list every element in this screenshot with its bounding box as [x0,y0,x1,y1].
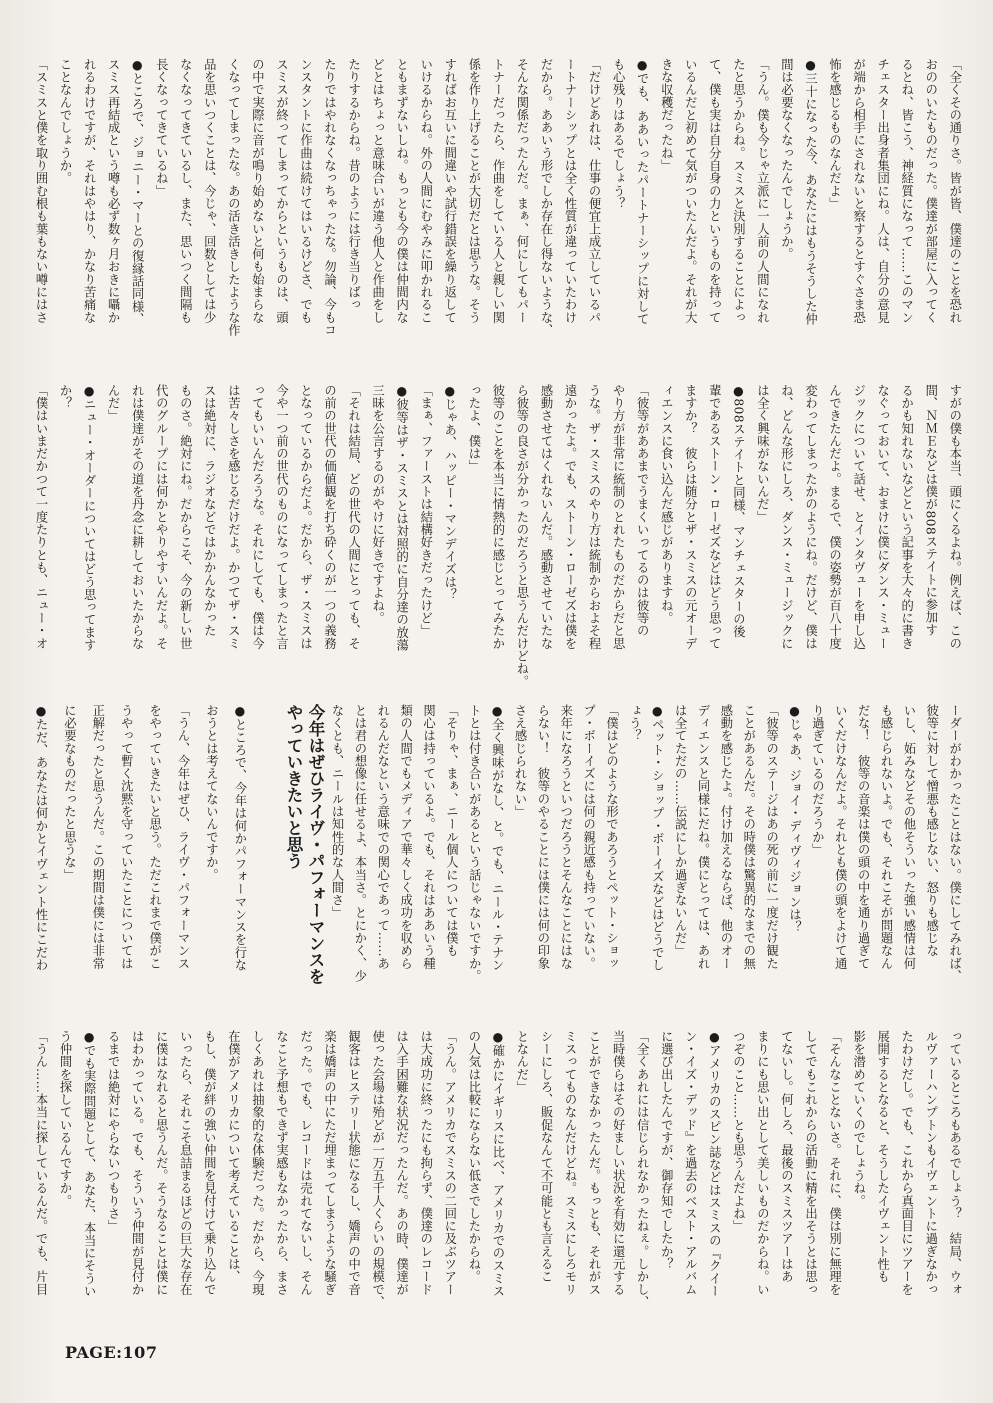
text-column: たわけだし。でも、これから真面目にツアーを [899,1030,914,1296]
text-column: だった。でも、レコードは売れてないし、そん [298,1030,313,1296]
text-column: ●でも実際問題として、あなた、本当にそうい [82,1030,97,1298]
text-column: 長くなってきているね」 [154,58,169,198]
text-column: れるんだなという意味での関心であって……あ [375,704,390,970]
text-column: ルヴァーハンプトンもイヴェントに過ぎなかっ [923,1030,938,1296]
text-column: ディエンスと同様にだね。僕にとっては、あれ [696,704,710,970]
section-heading-line-2: やっていきたいと思う [284,704,303,869]
text-column: 「僕はどのような形であろうとペット・ショッ [604,704,619,970]
text-column: つぞのこと……とも思うんだよね」 [731,1030,746,1233]
text-column: らない！ 彼等のやることには僕には何の印象 [535,704,550,970]
text-column: るまでは絶対にやらないつもりさ」 [106,1030,121,1233]
text-column: ートナーシップとは全く性質が違っていたわけ [563,58,578,324]
text-column: スミス再結成という噂も必ず数ヶ月おきに囁か [106,58,121,324]
text-column: すがの僕も本当、頭にくるよね。例えば、この [947,384,962,650]
text-column: 「うん……本当に探しているんだ。でも、片目 [34,1030,48,1296]
text-column: どとはちょっと意味合いが違う他人と作曲をし [370,58,385,324]
text-column: やり方が非常に統制のとれたものだからだと思 [611,384,626,650]
text-column: とは君の想像に任せるよ、本当さ。とにかく、少 [352,704,367,983]
text-column: ●でも、ああいったパートナーシップに対して [635,58,650,326]
text-column: んだ」 [106,384,121,422]
text-column: ミスってものなんだけどね。スミスにしろモリ [563,1030,578,1296]
text-column: スミスが終ってしまってからというものは、頭 [274,58,289,324]
text-column: チェスター出身者集団にね。人は、自分の意見 [875,58,890,324]
text-column: ことができなかったんだ。もっとも、それがス [587,1030,602,1296]
text-column: ことがあるんだ。その時僕は驚異的なまでの無 [741,704,756,970]
text-column: おののいたものだった。僕達が部屋に入ってく [923,58,938,324]
text-column: が端から相手にされないと察するとすぐさま恐 [851,58,866,324]
text-column: ンスタントに作曲は続けてはいるけどさ、でも [298,58,313,324]
text-column: プ・ボーイズには何の親近感も持っていない。 [581,704,596,970]
text-column: 遠かったよ。でも、ストーン・ローゼズは僕を [563,384,578,650]
text-column: 怖を感じるものなんだよ」 [827,58,842,210]
text-column: くなってしまったな。あの活き活きしたような作 [226,58,241,337]
text-column: 「うん。僕も今じゃ立派に一人前の人間になれ [755,58,770,324]
text-block-top [30,58,965,368]
text-column: ら彼等の良さが分かったのだろうと思うんだけどね。 [514,384,529,688]
text-column: の中で実際に音が鳴り始めないと何も始まらな [250,58,265,324]
text-column: だから。ああいう形でしか存在し得ないような、 [538,58,553,337]
text-column: ことなんでしょうか。 [58,58,73,185]
text-column: 関心は持っているよ。でも、それはああいう種 [421,704,436,970]
text-column: ●808ステイトと同様、マンチェスターの後 [731,384,746,638]
text-column: 類の人間でもメディアで華々しく成功を収めら [398,704,413,970]
text-column: おうとは考えてないんですか。 [204,704,219,882]
text-column: ●ニュー・オーダーについてはどう思ってます [82,384,97,652]
text-column: ●ただ、あなたは何かとイヴェント性にこだわ [34,704,48,972]
text-block-lower-middle-right [326,704,965,1008]
text-column: シーにしろ、販促なんて不可能とも言えるこ [538,1030,553,1283]
text-column: 「彼等がああまでうまくいってるのは彼等の [635,384,650,637]
section-heading-line-1: 今年はぜひライヴ・パフォーマンスを [306,704,325,985]
text-column: 今や一つ前の世代のものになってしまったと言 [274,384,289,650]
text-column: て、僕も実は自分自身の力というものを持って [707,58,722,324]
text-column: れるわけですが、それはやはり、かなり苦痛な [82,58,97,324]
text-column: をやっていきたいと思う。ただこれまで僕がこ [147,704,162,970]
text-column: 三昧を公言するのがやけに好きですよね。 [370,384,385,625]
text-block-lower-middle-left [30,704,250,1008]
text-column: ●三十になった今、あなたにはもうそうした仲 [803,58,818,326]
text-column: 来年になろうといつだろうとそんなことにはな [558,704,573,970]
text-column: たりするからね。昔のようには行き当りばっ [346,58,361,311]
text-column: 当時僕らはその好ましい状況を有効に還元する [611,1030,626,1296]
text-column: うな。ザ・スミスのやり方は統制からおよそ程 [587,384,602,650]
text-column: 観客はヒステリー状態になるし、嬌声の中で音 [346,1030,361,1296]
text-column: は全てただの……伝説にしか過ぎないんだ」 [673,704,688,957]
text-column: は入手困難な状況だったんだ。あの時、僕達が [394,1030,409,1296]
text-column: トとは付き合いがあるという話じゃないですか。 [467,704,482,983]
text-column: 「僕はいまだかつて一度たりとも、ニュー・オ [34,384,48,650]
text-column: ●全く興味がなし、と。でも、ニール・テナン [490,704,505,972]
text-column: なくなってきているし、また、思いつく間隔も [178,58,193,324]
text-column: ね、どんな形にしろ、ダンス・ミュージックに [779,384,794,650]
text-column: ●ところで、今年は何かパフォーマンスを行な [232,704,247,972]
text-column: スは絶対に、ラジオなどではかかんなかった [202,384,217,637]
text-column: 間は必要なくなったんでしょうか。 [779,58,794,261]
text-column: も心残りはあるでしょう？ [611,58,626,210]
text-column: は全く興味がないんだ」 [755,384,770,524]
text-column: 輩であるストーン・ローゼズなどはどう思って [707,384,722,650]
text-column: 「そんなことないさ。それに、僕は別に無理を [827,1030,842,1296]
text-column: 正解だったと思うんだ。この期間は僕には非常 [90,704,105,970]
text-column: なぐっておいて、おまけに僕にダンス・ミュー [875,384,890,650]
page-number: PAGE:107 [65,1343,158,1362]
text-block-bottom [30,1030,965,1330]
text-column: してでもこれからの活動に精を出そうとは思っ [803,1030,818,1296]
text-column: 「彼等のステージはあの死の前に一度だけ観た [764,704,779,970]
text-column: たと思うからね。スミスと決別することによっ [731,58,746,324]
text-column: ●じゃあ、ハッピー・マンデイズは？ [442,384,457,601]
text-column: いし、妬みなどその他そういった強い感情は何 [901,704,916,970]
text-column: 「うん、今年はぜひ、ライヴ・パフォーマンス [176,704,191,970]
text-column: か？ [58,384,73,410]
text-column: 「全くあれには信じられなかったねぇ。しかし、 [635,1030,650,1309]
text-column: に僕はなれると思うんだ。そうなることは僕に [154,1030,169,1296]
text-column: そんな関係だったんだ。まぁ、何にしてもパー [514,58,529,324]
text-column: の人気は比較にならない低さでしたからね。 [466,1030,481,1283]
text-column: 品を思いつくことは、今じゃ、回数としては少 [202,58,217,324]
text-column: だな！ 彼等の音楽は僕の頭の中を通り過ぎて [856,704,871,970]
section-heading [281,704,326,1008]
text-column: う仲間を探しているんですか。 [58,1030,73,1208]
text-column: 「だけどあれは、仕事の便宜上成立しているパ [587,58,602,324]
text-column: 「そりゃ、まぁ、ニール個人については僕も [444,704,459,957]
text-column: り過ぎているのだろうか」 [810,704,825,856]
text-column: 在僕がアメリカについて考えていることは、 [226,1030,241,1283]
text-column: ますか？ 彼らは随分とザ・スミスの元オーデ [683,384,698,650]
text-block-lower-middle [30,704,965,1008]
text-column: ったよ、僕は」 [466,384,481,473]
text-column: 「スミスと僕を取り囲む根も葉もない噂にはさ [34,58,48,324]
text-column: は大成功に終ったにも拘らず、僕達のレコード [418,1030,433,1296]
text-column: ものさ。絶対にね。だからこそ、今の新しい世 [178,384,193,650]
text-column: さえ感じられない」 [513,704,527,818]
text-column: 代のグループには何かとやりやすいんだよ。そ [154,384,169,650]
text-column: ィエンスに食い込んだ感じがありますね。 [659,384,674,625]
text-column: 使った会場は殆どが一万五千人くらいの規模で、 [370,1030,385,1309]
text-column: 感動を感じたよ。付け加えるならば、他のオー [718,704,733,970]
text-column: ともまずないしね。もっとも今の僕は仲間内な [394,58,409,324]
text-column: ってもいいんだろうな。それにしても、僕は今 [250,384,265,650]
text-column: ジックについて話せ、とインタヴューを申し込 [851,384,866,650]
text-column: 「うん。アメリカでスミスの二回に及ぶツアー [442,1030,457,1296]
text-column: の前の世代の価値観を打ち砕くのが一つの義務 [322,384,337,650]
text-column: に選び出したんですが、御存知でしたか？ [659,1030,674,1271]
text-column: っているところもあるでしょう？ 結局、ウォ [947,1030,962,1296]
text-column: てないし。何しろ、最後のスミスツアーはあ [779,1030,794,1283]
text-column: 係を作り上げることが大切だとは思うな。そう [466,58,481,324]
text-column: ●ペット・ショップ・ボーイズなどはどうでし [650,704,665,972]
text-column: 間、ＮＭＥなどは僕が808ステイトに参加す [923,384,938,637]
text-column: となっているからだよ。だから、ザ・スミスは [298,384,313,650]
text-column: 「それは結局、どの世代の人間にとっても、そ [346,384,361,650]
text-column: 楽は嬌声の中にただ埋まってしまうような騒ぎ [322,1030,337,1296]
text-column: トナーだったら、作曲をしている人と親しい関 [490,58,505,324]
text-column: ●ところで、ジョニー・マーとの復縁話同様、 [130,58,145,326]
text-column: すればお互いに間違いや試行錯誤を繰り返して [442,58,457,324]
text-column: 「まぁ、ファーストは結構好きだったけど」 [418,384,433,637]
text-column: ●彼等はザ・スミスとは対照的に自分達の放蕩 [394,384,409,652]
text-column: 展開するとなると、そうしたイヴェント性も [875,1030,890,1283]
text-column: たりではやれなくなっちゃったな。勿論、今もコ [322,58,337,337]
text-block-upper-middle [30,384,965,696]
text-column: 彼等に対して憎悪も感じない、怒りも感じな [924,704,939,957]
text-column: に必要なものだったと思うな」 [62,704,77,882]
text-column: 影を潜めていくのでしょうね。 [851,1030,866,1208]
text-column: ーダーがわかったことはない。僕にしてみれば、 [947,704,962,983]
text-column: ●じゃあ、ジョイ・ディヴィジョンは？ [787,704,802,934]
text-column: いけるからね。外の人間にむやみに叩かれるこ [418,58,433,324]
text-column: まりにも思い出として美しいものだからね。い [755,1030,770,1296]
text-column: ン・イズ・デッド』を過去のベスト・アルバム [683,1030,698,1296]
text-column: れは僕達がその道を丹念に耕しておいたからな [130,384,145,650]
text-column: きな収穫だったね」 [659,58,674,172]
text-column: いるんだと初めて気がついたんだよ。それが大 [683,58,698,324]
text-column: んできたんだよ。まるで、僕の姿勢が百八十度 [827,384,842,650]
text-column: は苦々しさを感じるだけだよ。かつてザ・スミ [226,384,241,650]
text-column: もし、僕が絆の強い仲間を見付けて乗り込んで [202,1030,217,1296]
text-column: なこと予想もできず実感もなかったから、まさ [274,1030,289,1296]
text-column: も感じられないよ。でも、それこそが問題なん [879,704,893,970]
text-column: 彼等のことを本当に情熱的に感じとってみたか [490,384,505,650]
text-column: となんだ」 [514,1030,529,1094]
text-column: 感動させてはくれないんだ。感動させていたな [538,384,553,650]
text-column: いくだけなんだよ。それとも僕の頭をよけて通 [833,704,848,970]
text-column: るかも知れないなどという記事を大々的に書き [899,384,914,650]
text-column: ●確かにイギリスに比べ、アメリカでのスミス [490,1030,505,1298]
text-column: はわかっている。でも、そういう仲間が見付か [130,1030,145,1296]
text-column: ●アメリカのスピン誌などはスミスの『クイー [707,1030,722,1298]
text-column: 「全くその通りさ。皆が皆、僕達のことを恐れ [947,58,962,324]
text-column: 変わってしまったかのようにね。だけど、僕は [803,384,818,650]
text-column: なくとも、ニールは知性的な人間さ」 [330,704,344,920]
text-column: しくあれは抽象的な体験だった。だから、今現 [250,1030,265,1296]
text-column: るとね、皆こう、神経質になって……このマン [899,58,914,324]
text-column: ょう？ [627,704,642,742]
text-column: いったら、それこそ息詰まるほどの巨大な存在 [178,1030,193,1296]
text-column: うやって暫く沈黙を守っていたことについては [119,704,134,970]
